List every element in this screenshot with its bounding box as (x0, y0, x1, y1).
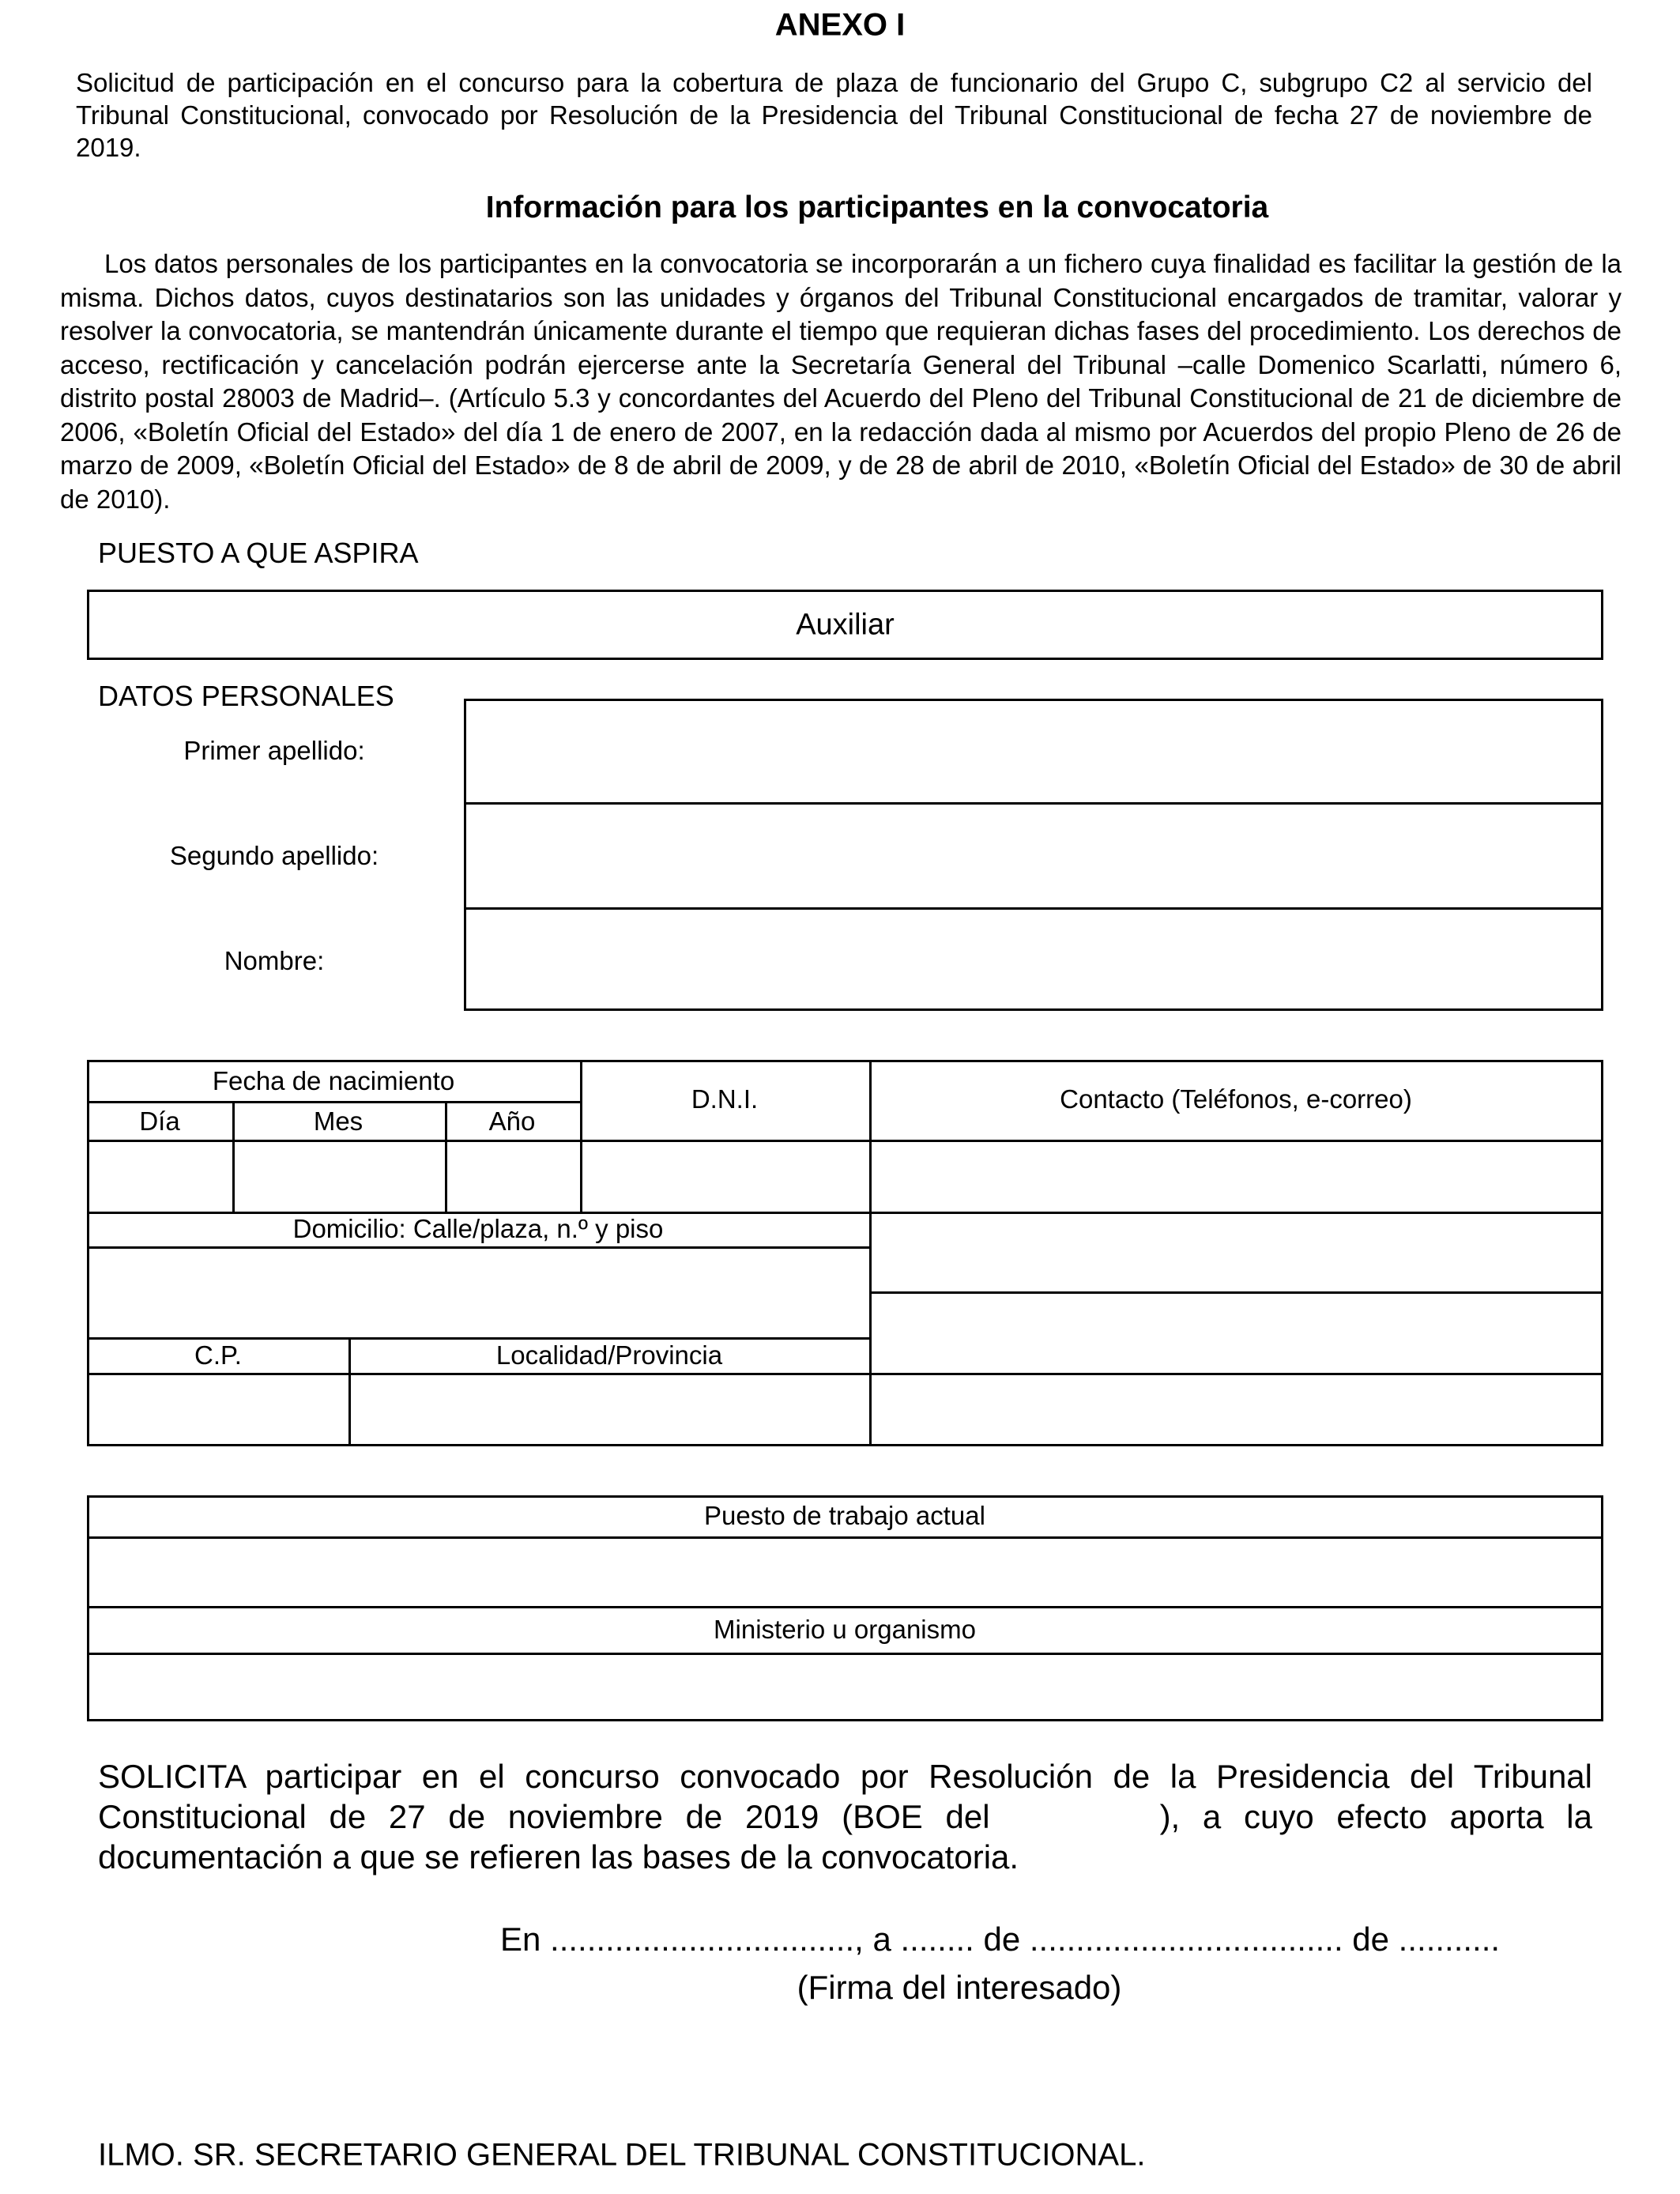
domicilio-field[interactable] (87, 1246, 872, 1340)
contacto-label: Contacto (Teléfonos, e-correo) (1060, 1084, 1412, 1114)
info-paragraph: Los datos personales de los participantes en la convocatoria se incorporarán a un fichero cuya finalidad es facilitar la gestión de la misma. Dichos datos, cuyos destinatarios son las unidades y órganos del Tribunal Constitucional encargados de tramitar, valorar y resolver la convocatoria, se mantendrán únicamente durante el tiempo que requieran dichas fases del procedimiento. Los derechos de acceso, rectificación y cancelación podrán ejercerse ante la Secretaría General del Tribunal –calle Domenico Scarlatti, número 6, distrito postal 28003 de Madrid–. (Artículo 5.3 y concordantes del Acuerdo del Pleno del Tribunal Constitucional de 21 de diciembre de 2006, «Boletín Oficial del Estado» del día 1 de enero de 2007, en la redacción dada al mismo por Acuerdos del propio Pleno de 26 de marzo de 2009, «Boletín Oficial del Estado» de 8 de abril de 2009, y de 28 de abril de 2010, «Boletín Oficial del Estado» de 30 de abril de 2010). (60, 249, 1622, 514)
nombre-label: Nombre: (224, 946, 325, 975)
localidad-label: Localidad/Provincia (495, 1340, 723, 1370)
nombre-field[interactable] (464, 907, 1603, 1011)
ano-label: Año (488, 1106, 536, 1136)
contacto-field-1[interactable] (869, 1140, 1603, 1214)
segundo-apellido-label: Segundo apellido: (169, 841, 379, 870)
dia-label: Día (139, 1106, 180, 1136)
cp-field[interactable] (87, 1373, 351, 1446)
ano-field[interactable] (445, 1140, 582, 1214)
firma-label: (Firma del interesado) (797, 1969, 1122, 2006)
cp-label: C.P. (194, 1340, 242, 1370)
segundo-apellido-field[interactable] (464, 802, 1603, 910)
mes-field[interactable] (232, 1140, 447, 1214)
contacto-field-4[interactable] (869, 1373, 1603, 1446)
contacto-field-3[interactable] (869, 1291, 1603, 1375)
primer-apellido-field[interactable] (464, 699, 1603, 805)
solicita-paragraph (98, 1756, 1592, 1877)
ministerio-label: Ministerio u organismo (714, 1615, 976, 1644)
puesto-label: PUESTO A QUE ASPIRA (98, 537, 419, 569)
dia-field[interactable] (87, 1140, 235, 1214)
primer-apellido-label: Primer apellido: (183, 736, 365, 765)
info-heading: Información para los participantes en la convocatoria (485, 190, 1269, 224)
datos-personales-label: DATOS PERSONALES (98, 680, 394, 712)
ministerio-field[interactable] (87, 1653, 1603, 1721)
lugar-fecha-line[interactable]: En ................................., a ........ de .................................. de ........... (500, 1921, 1501, 1958)
contacto-field-2[interactable] (869, 1212, 1603, 1294)
localidad-field[interactable] (348, 1373, 872, 1446)
puesto-value: Auxiliar (796, 608, 895, 641)
solicita-text-1: SOLICITA participar en el concurso convocado por Resolución de la Presidencia del Tribunal Constitucional de 27 de noviembre de 2019 (BOE del (98, 1758, 1592, 1835)
annex-title: ANEXO I (774, 7, 906, 43)
destinatario: ILMO. SR. SECRETARIO GENERAL DEL TRIBUNAL CONSTITUCIONAL. (98, 2137, 1146, 2173)
solicita-text-2: ), a cuyo efecto aporta la documentación a que se refieren las bases de la convocatoria. (98, 1798, 1592, 1875)
fecha-label: Fecha de nacimiento (212, 1066, 455, 1095)
puesto-actual-label: Puesto de trabajo actual (704, 1501, 985, 1530)
puesto-actual-field[interactable] (87, 1536, 1603, 1608)
mes-label: Mes (313, 1106, 363, 1136)
puesto-field[interactable] (87, 590, 1603, 660)
intro-paragraph: Solicitud de participación en el concurso para la cobertura de plaza de funcionario del Grupo C, subgrupo C2 al servicio del Tribunal Constitucional, convocado por Resolución de la Presidencia del Tribunal Constitucional de fecha 27 de noviembre de 2019. (76, 68, 1592, 162)
domicilio-label: Domicilio: Calle/plaza, n.º y piso (292, 1214, 664, 1243)
dni-label: D.N.I. (691, 1084, 759, 1114)
dni-field[interactable] (580, 1140, 872, 1214)
